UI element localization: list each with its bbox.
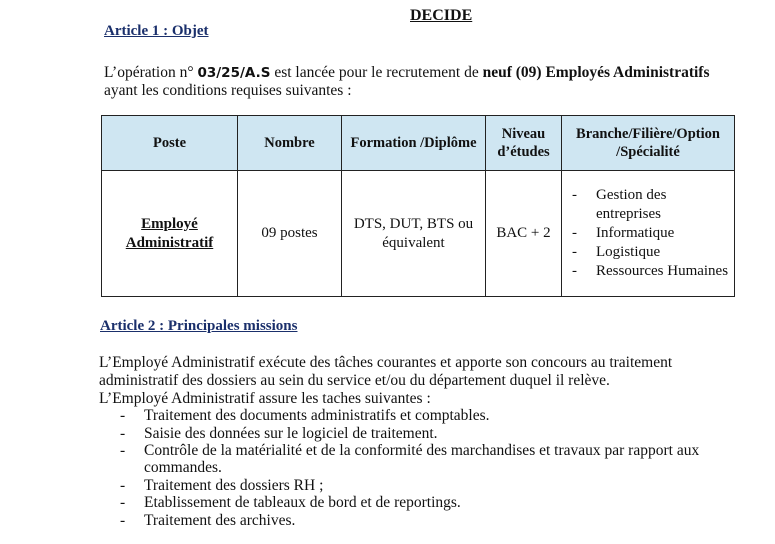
cell-nombre: 09 postes [238, 171, 342, 297]
article-2-para-1-line-2: administratif des dossiers au sein du service et/ou du département duquel il relève. [99, 372, 610, 389]
article-1-text-mid: est lancée pour le recrutement de [270, 64, 483, 81]
list-item: - Logistique [566, 243, 730, 262]
article-2-heading: Article 2 : Principales missions [100, 318, 298, 334]
header-niveau: Niveau d’études [486, 116, 562, 171]
requirements-table [101, 115, 735, 297]
list-item: - Informatique [566, 224, 730, 243]
list-item: - Traitement des dossiers RH ; [118, 477, 744, 494]
branche-list [566, 186, 730, 281]
list-item: - Contrôle de la matérialité et de la conformité des marchandises et travaux par rapport aux commandes. [118, 442, 744, 476]
cell-niveau: BAC + 2 [486, 171, 562, 297]
table-row [102, 171, 735, 297]
article-1-line-2: ayant les conditions requises suivantes : [104, 82, 352, 99]
header-branche: Branche/Filière/Option /Spécialité [562, 116, 735, 171]
article-2-para-1-line-1: L’Employé Administratif exécute des tâches courantes et apporte son concours au traitement [99, 354, 673, 371]
list-item: - Gestion des entreprises [566, 186, 730, 224]
article-1-line-1 [104, 64, 710, 82]
article-1-text-bold: neuf (09) Employés Administratifs [482, 64, 710, 81]
cell-branche [562, 171, 735, 297]
header-poste: Poste [102, 116, 238, 171]
article-1-heading: Article 1 : Objet [104, 23, 209, 39]
tasks-list [118, 407, 744, 529]
poste-value: Employé Administratif [125, 215, 214, 251]
decide-title: DECIDE [410, 7, 473, 24]
header-nombre: Nombre [238, 116, 342, 171]
list-item: - Ressources Humaines [566, 262, 730, 281]
header-formation: Formation /Diplôme [342, 116, 486, 171]
article-2-para-2: L’Employé Administratif assure les taches suivantes : [99, 390, 431, 407]
table-header-row [102, 116, 735, 171]
cell-formation: DTS, DUT, BTS ou équivalent [342, 171, 486, 297]
list-item: - Traitement des archives. [118, 512, 744, 529]
cell-poste [102, 171, 238, 297]
article-1-text-pre: L’opération n° [104, 64, 198, 81]
operation-code: 03/25/A.S [197, 65, 271, 81]
list-item: - Etablissement de tableaux de bord et de reportings. [118, 494, 744, 511]
list-item: - Traitement des documents administratifs et comptables. [118, 407, 744, 424]
list-item: - Saisie des données sur le logiciel de traitement. [118, 425, 744, 442]
